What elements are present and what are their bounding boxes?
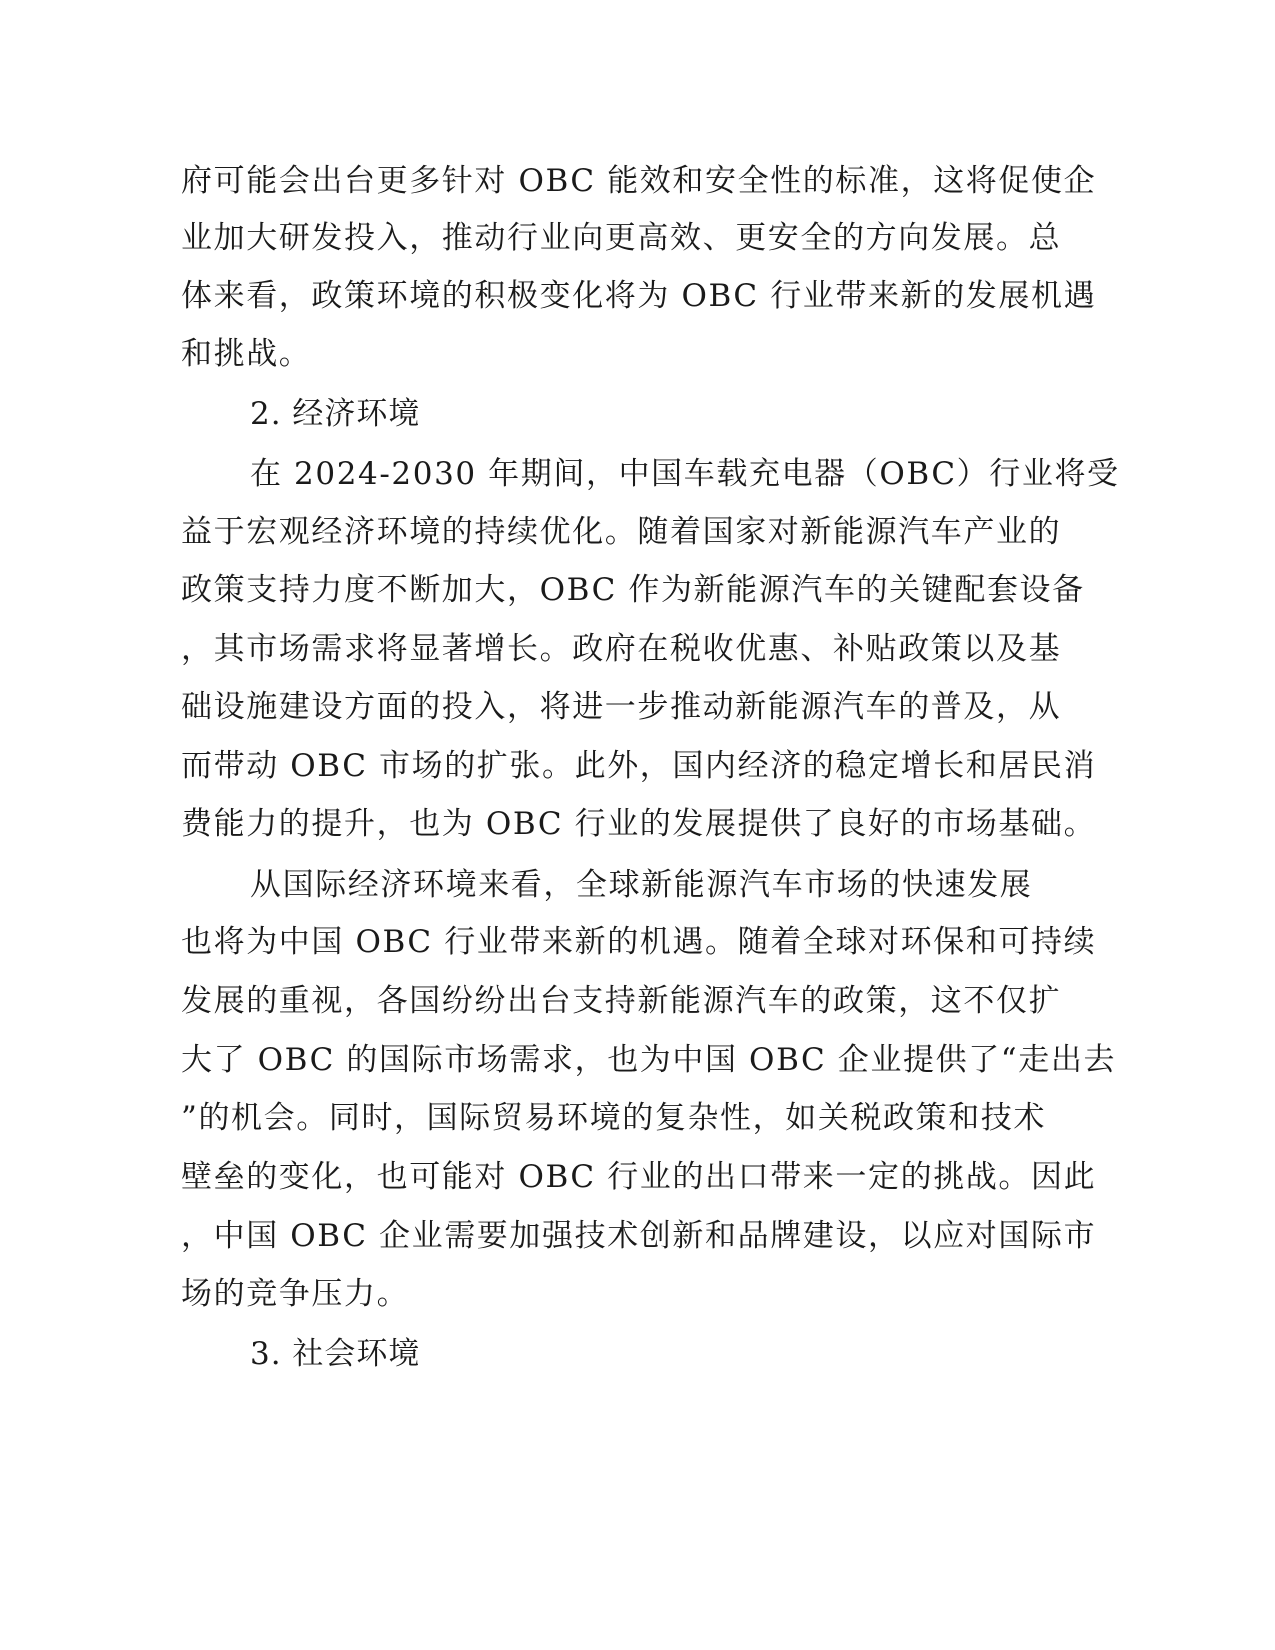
paragraph-line: 发展的重视，各国纷纷出台支持新能源汽车的政策，这不仅扩 — [181, 983, 1062, 1019]
paragraph-line: 也将为中国 OBC 行业带来新的机遇。随着全球对环保和可持续 — [181, 924, 1097, 960]
paragraph-line: 府可能会出台更多针对 OBC 能效和安全性的标准，这将促使企 — [181, 163, 1097, 199]
paragraph-line: 在 2024-2030 年期间，中国车载充电器（OBC）行业将受 — [250, 456, 1120, 492]
paragraph-line: 场的竞争压力。 — [181, 1276, 410, 1312]
paragraph-line: 大了 OBC 的国际市场需求，也为中国 OBC 企业提供了“走出去 — [181, 1042, 1117, 1078]
paragraph-line: 和挑战。 — [181, 336, 312, 372]
paragraph-line: 费能力的提升，也为 OBC 行业的发展提供了良好的市场基础。 — [181, 806, 1097, 842]
paragraph-line: 从国际经济环境来看，全球新能源汽车市场的快速发展 — [250, 867, 1033, 903]
paragraph-line: ，中国 OBC 企业需要加强技术创新和品牌建设，以应对国际市 — [181, 1218, 1097, 1254]
section-heading-social: 3. 社会环境 — [250, 1336, 421, 1372]
paragraph-line: 政策支持力度不断加大，OBC 作为新能源汽车的关键配套设备 — [181, 572, 1085, 608]
paragraph-line: 壁垒的变化，也可能对 OBC 行业的出口带来一定的挑战。因此 — [181, 1159, 1097, 1195]
section-heading-economic: 2. 经济环境 — [250, 396, 421, 432]
paragraph-line: ，其市场需求将显著增长。政府在税收优惠、补贴政策以及基 — [181, 631, 1062, 667]
paragraph-line: 础设施建设方面的投入，将进一步推动新能源汽车的普及，从 — [181, 689, 1062, 725]
paragraph-line: ”的机会。同时，国际贸易环境的复杂性，如关税政策和技术 — [181, 1100, 1047, 1136]
paragraph-line: 益于宏观经济环境的持续优化。随着国家对新能源汽车产业的 — [181, 514, 1062, 550]
paragraph-line: 业加大研发投入，推动行业向更高效、更安全的方向发展。总 — [181, 220, 1062, 256]
paragraph-line: 而带动 OBC 市场的扩张。此外，国内经济的稳定增长和居民消 — [181, 748, 1097, 784]
paragraph-line: 体来看，政策环境的积极变化将为 OBC 行业带来新的发展机遇 — [181, 278, 1097, 314]
